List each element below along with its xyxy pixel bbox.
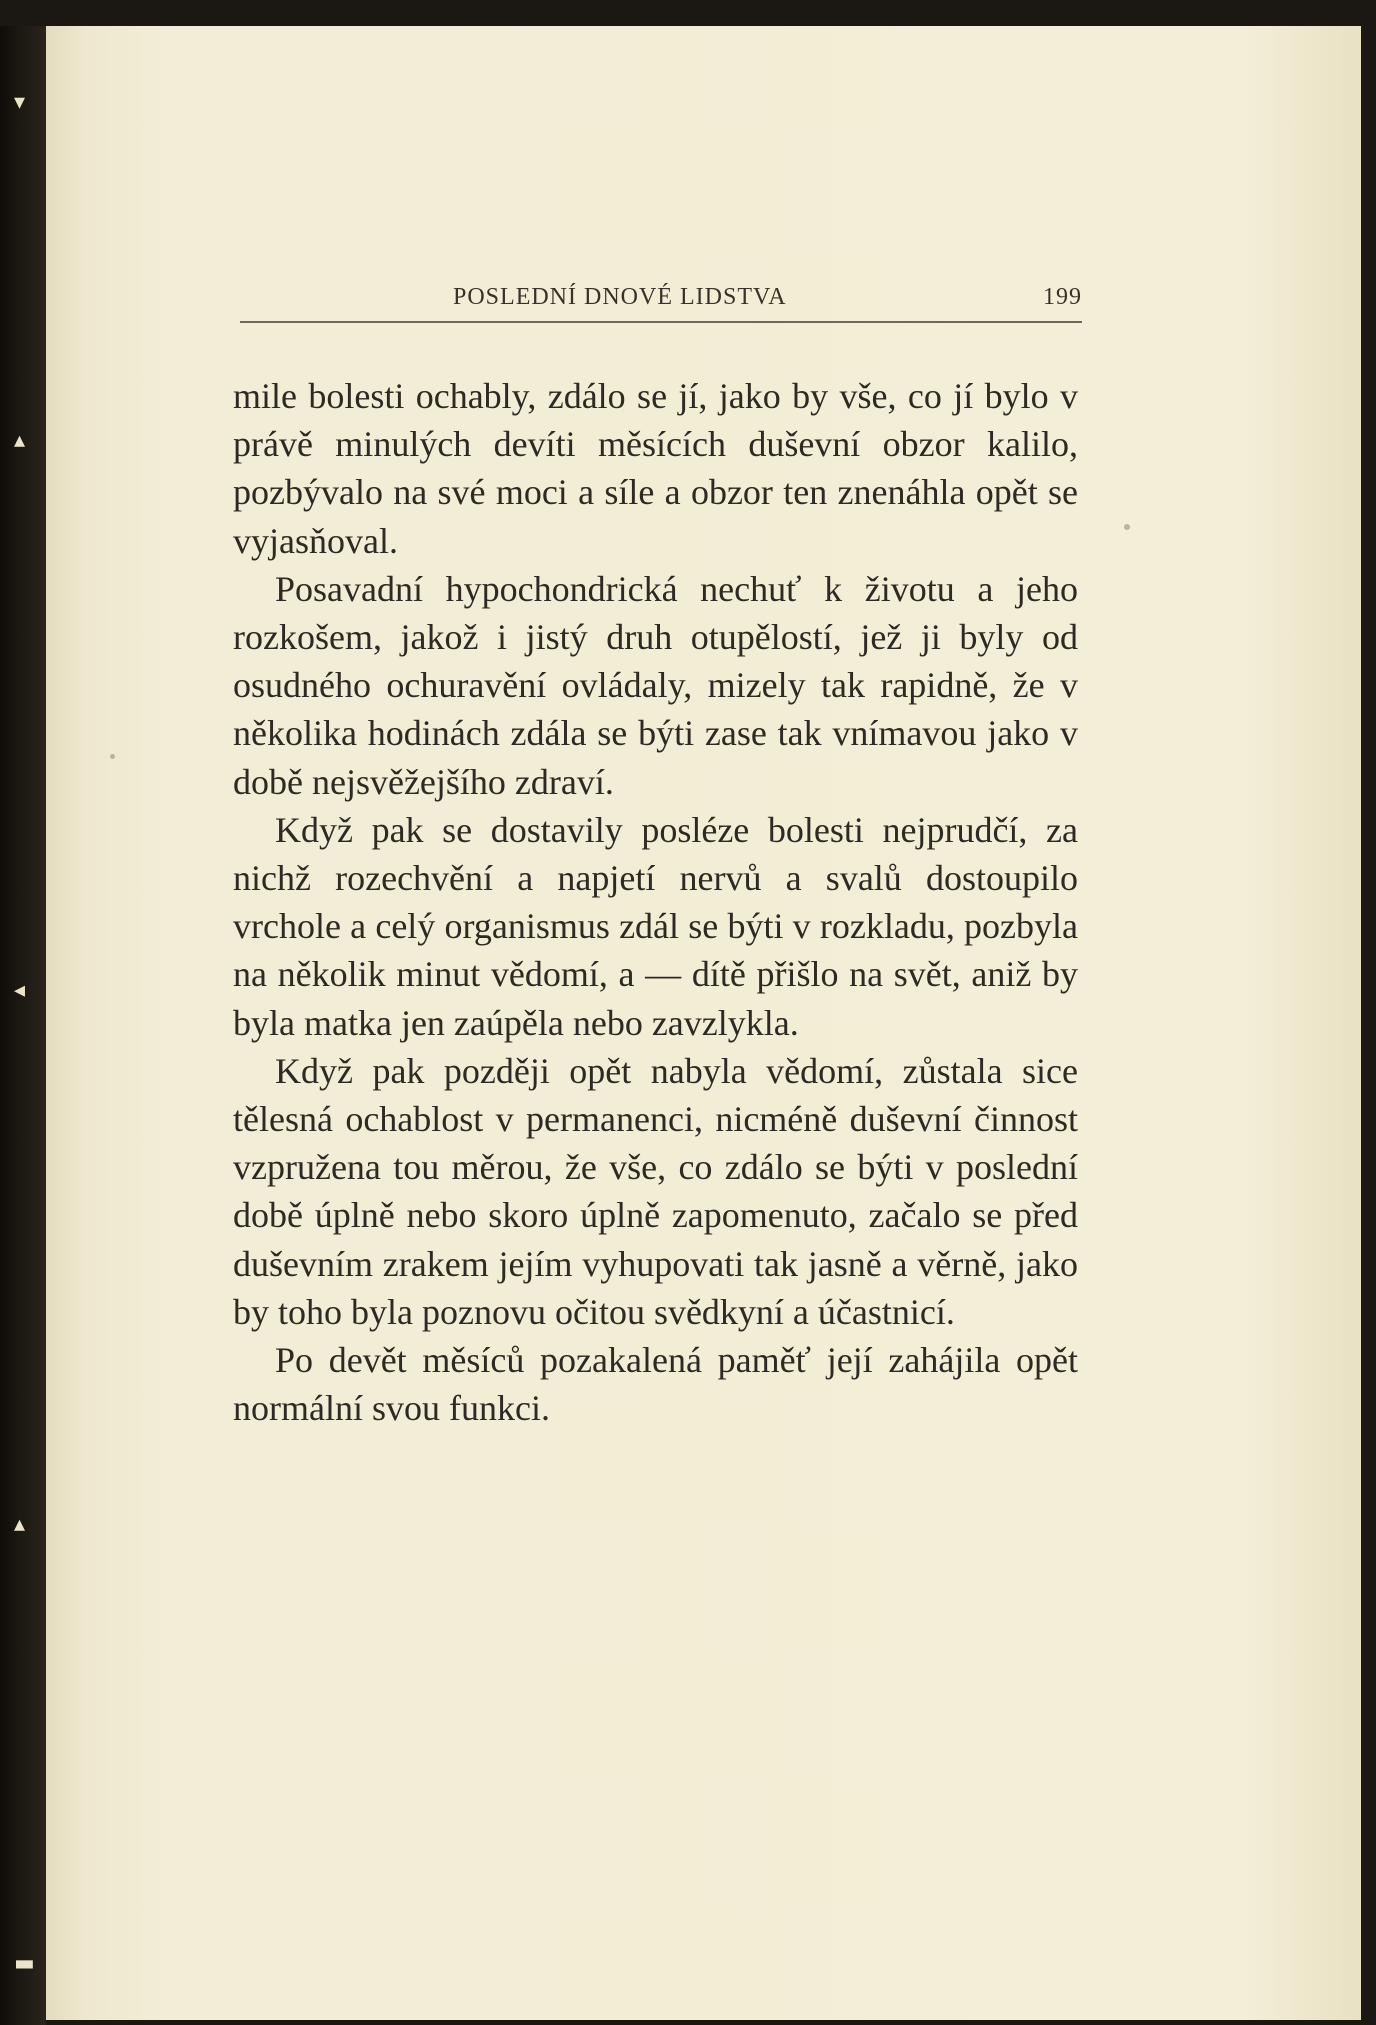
header-rule (240, 321, 1082, 323)
running-title: POSLEDNÍ DNOVÉ LIDSTVA (453, 284, 787, 310)
paragraph: Když pak se dostavily posléze bolesti nejprudčí, za nichž rozechvění a napjetí nervů a svalů dostoupilo vrchole a celý organismus zdál se býti v rozkladu, pozbyla na několik minut vědomí, a — dítě přišlo na svět, aniž by byla matka jen zaúpěla nebo zavzlykla. (233, 809, 1078, 1043)
gutter-mark: ▴ (14, 428, 26, 453)
body-text (233, 372, 1078, 1432)
page-number: 199 (1043, 284, 1082, 310)
paragraph: Po devět měsíců pozakalená paměť její zahájila opět normální svou funkci. (233, 1340, 1078, 1429)
paragraph: Když pak později opět nabyla vědomí, zůstala sice tělesná ochablost v permanenci, nicméně duševní činnost vzpružena tou měrou, že vše, co zdálo se býti v poslední době úplně nebo skoro úplně zapomenuto, začalo se před duševním zrakem jejím vyhupovati tak jasně a věrně, jako by toho byla poznovu očitou svědkyní a účastnicí. (233, 1050, 1078, 1332)
running-head (240, 284, 1082, 314)
book-gutter (0, 26, 46, 2025)
gutter-mark: ▬ (14, 1951, 35, 1976)
paragraph: Posavadní hypochondrická nechuť k životu a jeho rozkošem, jakož i jistý druh otupělostí, jež ji byly od osudného ochuravění ovládaly, mizely tak rapidně, že v několika hodinách zdála se býti zase tak vnímavou jako v době nejsvěžejšího zdraví. (233, 568, 1078, 802)
gutter-mark: ▴ (14, 1512, 26, 1537)
paragraph: mile bolesti ochably, zdálo se jí, jako by vše, co jí bylo v právě minulých devíti měsících duševní obzor kalilo, pozbývalo na své moci a síle a obzor ten znenáhla opět se vyjasňoval. (233, 376, 1078, 561)
paper-speck (1124, 524, 1130, 530)
gutter-mark: ▾ (14, 90, 26, 115)
paper-speck (110, 754, 115, 759)
gutter-mark: ◂ (14, 978, 26, 1003)
